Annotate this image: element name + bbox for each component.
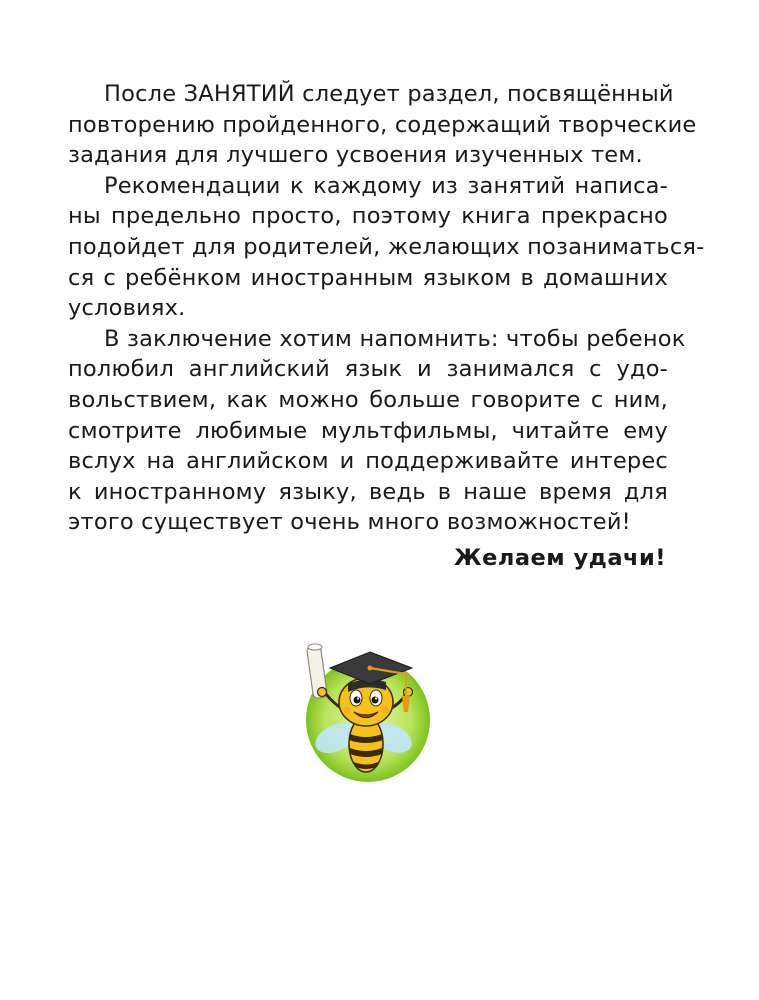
text-line: После ЗАНЯТИЙ следует раздел, посвящённый — [104, 81, 674, 107]
text-line: Рекомендации к каждому из занятий написа- — [104, 172, 668, 199]
text-line: смотрите любимые мультфильмы, читайте ему — [68, 417, 668, 444]
text-line: В заключение хотим напомнить: чтобы ребенок — [104, 325, 686, 352]
text-line: вольствием, как можно больше говорите с ним, — [68, 386, 668, 413]
left-hand — [318, 688, 327, 697]
text-line: полюбил английский язык и занимался с удо- — [68, 356, 668, 383]
text-line: этого существует очень много возможностей! — [68, 509, 631, 536]
text-line: повторению пройденного, содержащий творческие — [68, 111, 697, 138]
text-line: условиях. — [68, 295, 186, 322]
text-line: ны предельно просто, поэтому книга прекрасно — [68, 203, 668, 230]
text-line: к иностранному языку, ведь в наше время для — [68, 478, 668, 505]
closing-wish: Желаем удачи! — [454, 545, 666, 571]
text-line: подойдет для родителей, желающих позаниматься- — [68, 233, 705, 260]
text-line: вслух на английском и поддерживайте интерес — [68, 448, 668, 475]
text-line: ся с ребёнком иностранным языком в домашних — [68, 264, 668, 291]
text-line: задания для лучшего усвоения изученных тем. — [68, 142, 643, 169]
bee-graduate-illustration — [288, 632, 448, 784]
right-hand — [404, 688, 413, 697]
body-text — [68, 79, 705, 538]
